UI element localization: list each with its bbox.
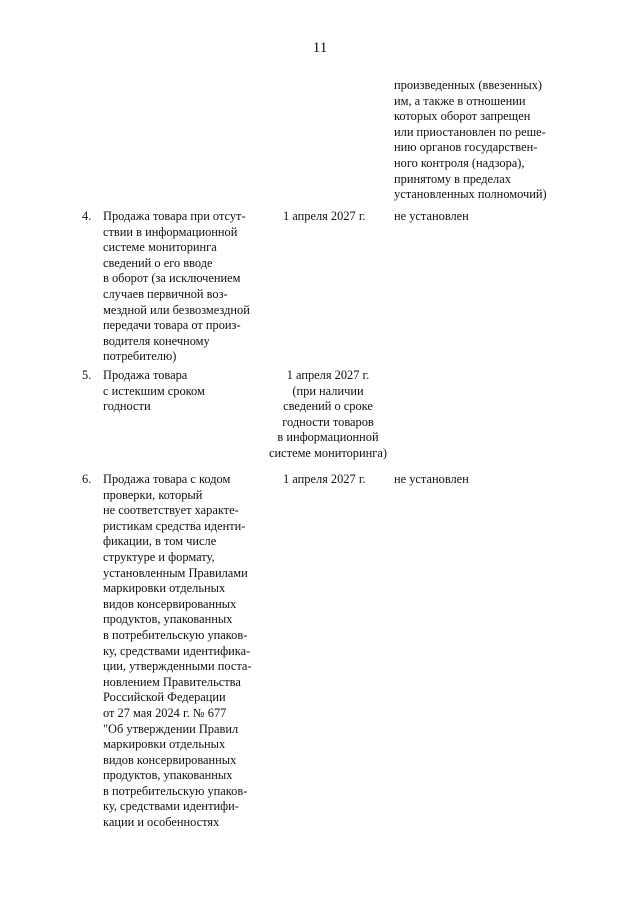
name-line: годности (103, 399, 151, 414)
name-line: случаев первичной воз- (103, 286, 228, 301)
table-continuation-cell (394, 78, 594, 203)
date-line: в информационной (277, 430, 379, 445)
name-line: ку, средствами идентифи- (103, 799, 239, 814)
name-line: от 27 мая 2024 г. № 677 (103, 705, 227, 720)
row-number: 5. (82, 368, 92, 382)
date-line: сведений о сроке (283, 399, 373, 414)
status-line: не установлен (394, 472, 469, 486)
name-line: потребителю) (103, 349, 177, 364)
status-cell (394, 209, 594, 225)
name-line: продуктов, упакованных (103, 768, 233, 783)
violation-name-cell (103, 368, 263, 415)
name-line: продуктов, упакованных (103, 612, 233, 627)
continuation-line: им, а также в отношении (394, 93, 526, 108)
continuation-line: ного контроля (надзора), (394, 155, 525, 170)
name-line: Российской Федерации (103, 690, 226, 705)
row-number: 4. (82, 209, 92, 223)
name-line: новлением Правительства (103, 674, 241, 689)
name-line: сведений о его вводе (103, 255, 213, 270)
name-line: мездной или безвозмездной (103, 302, 250, 317)
date-line: 1 апреля 2027 г. (283, 472, 366, 486)
name-line: не соответствует характе- (103, 503, 239, 518)
name-line: маркировки отдельных (103, 737, 226, 752)
name-line: системе мониторинга (103, 240, 217, 255)
name-line: передачи товара от произ- (103, 318, 241, 333)
date-line: (при наличии (292, 383, 364, 398)
name-line: Продажа товара (103, 368, 188, 382)
date-line: годности товаров (282, 414, 374, 429)
date-cell (258, 368, 398, 462)
name-line: кации и особенностях (103, 815, 220, 830)
continuation-line: которых оборот запрещен (394, 109, 531, 124)
name-line: ристикам средства иденти- (103, 518, 246, 533)
name-line: видов консервированных (103, 596, 237, 611)
name-line: в потребительскую упаков- (103, 627, 248, 642)
continuation-line: нию органов государствен- (394, 140, 538, 155)
page-number: 11 (312, 40, 328, 56)
continuation-line: или приостановлен по реше- (394, 124, 546, 139)
name-line: Продажа товара с кодом (103, 472, 231, 486)
name-line: водителя конечному (103, 333, 210, 348)
name-line: ствии в информационной (103, 224, 238, 239)
name-line: Продажа товара при отсут- (103, 209, 246, 223)
date-line: 1 апреля 2027 г. (286, 368, 370, 382)
name-line: с истекшим сроком (103, 383, 205, 398)
date-line: 1 апреля 2027 г. (283, 209, 366, 223)
name-line: структуре и формату, (103, 549, 215, 564)
violation-name-cell (103, 209, 263, 365)
date-line: системе мониторинга) (269, 445, 387, 460)
name-line: проверки, который (103, 487, 203, 502)
continuation-line: принятому в пределах (394, 171, 511, 186)
name-line: ции, утвержденными поста- (103, 659, 252, 674)
name-line: в потребительскую упаков- (103, 783, 248, 798)
name-line: в оборот (за исключением (103, 271, 241, 286)
continuation-line: установленных полномочий) (394, 187, 547, 202)
name-line: маркировки отдельных (103, 581, 226, 596)
status-line: не установлен (394, 209, 469, 223)
violation-name-cell (103, 472, 263, 831)
name-line: фикации, в том числе (103, 534, 217, 549)
continuation-line: произведенных (ввезенных) (394, 78, 543, 92)
status-cell (394, 472, 594, 488)
name-line: "Об утверждении Правил (103, 721, 239, 736)
row-number: 6. (82, 472, 92, 486)
name-line: установленным Правилами (103, 565, 248, 580)
name-line: видов консервированных (103, 752, 237, 767)
name-line: ку, средствами идентифика- (103, 643, 251, 658)
